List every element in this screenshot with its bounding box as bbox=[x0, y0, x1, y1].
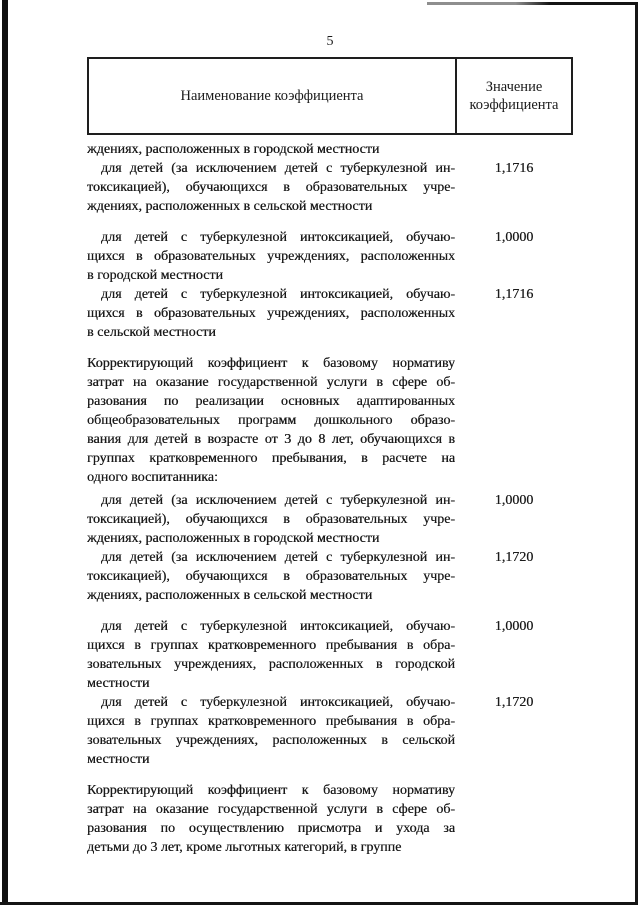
text-line: местности bbox=[87, 752, 150, 767]
coefficient-value bbox=[455, 140, 573, 159]
table-row bbox=[87, 548, 573, 605]
text-line: группах кратковременного пребывания, в расчете на bbox=[87, 451, 455, 466]
text-line: затрат на оказание государственной услуги в сфере об- bbox=[87, 802, 455, 817]
coefficient-value: 1,0000 bbox=[494, 230, 534, 245]
text-line: зовательных учреждениях, расположенных в сельской bbox=[87, 733, 455, 748]
table-row bbox=[87, 693, 573, 769]
text-line: токсикацией), обучающихся в образовательных учре- bbox=[87, 512, 455, 527]
coefficient-name-text bbox=[87, 354, 455, 487]
text-line: вания для детей в возрасте от 3 до 8 лет, обучающихся в bbox=[87, 432, 455, 447]
coefficient-name-text bbox=[87, 617, 455, 693]
table-body bbox=[87, 140, 573, 857]
paragraph-row bbox=[87, 354, 573, 487]
table-row bbox=[87, 285, 573, 342]
text-line: токсикацией), обучающихся в образовательных учре- bbox=[87, 569, 455, 584]
text-line: для детей с туберкулезной интоксикацией, обучаю- bbox=[101, 287, 455, 302]
coefficient-name-text bbox=[87, 159, 455, 216]
table-row bbox=[87, 140, 573, 159]
table-header bbox=[87, 57, 573, 135]
coefficient-value: 1,1716 bbox=[494, 161, 534, 176]
text-line: для детей с туберкулезной интоксикацией, обучаю- bbox=[101, 230, 455, 245]
coefficient-name-text bbox=[87, 693, 455, 769]
text-line: детьми до 3 лет, кроме льготных категорий, в группе bbox=[87, 840, 402, 855]
text-line: в сельской местности bbox=[87, 325, 216, 340]
column-header-coefficient-value: Значение коэффициента bbox=[469, 79, 559, 113]
coefficient-name-text bbox=[87, 781, 455, 857]
text-line: токсикацией), обучающихся в образовательных учре- bbox=[87, 180, 455, 195]
text-line: разования по реализации основных адаптированных bbox=[87, 394, 455, 409]
text-line: в городской местности bbox=[87, 268, 223, 283]
text-line: зовательных учреждениях, расположенных в городской bbox=[87, 657, 455, 672]
coefficient-value: 1,1720 bbox=[494, 550, 534, 565]
page-number: 5 bbox=[326, 34, 334, 49]
coefficient-value: 1,0000 bbox=[494, 619, 534, 634]
text-line: для детей (за исключением детей с туберкулезной ин- bbox=[101, 161, 455, 176]
coefficient-value: 1,1716 bbox=[494, 287, 534, 302]
text-line: одного воспитанника: bbox=[87, 470, 218, 485]
text-line: общеобразовательных программ дошкольного образо- bbox=[87, 413, 455, 428]
text-line: щихся в группах кратковременного пребывания в обра- bbox=[87, 714, 455, 729]
coefficient-name-text bbox=[87, 228, 455, 285]
text-line: щихся в образовательных учреждениях, расположенных bbox=[87, 249, 455, 264]
text-line: затрат на оказание государственной услуги в сфере об- bbox=[87, 375, 455, 390]
text-line: ждениях, расположенных в сельской местности bbox=[87, 588, 373, 603]
text-line: для детей (за исключением детей с туберкулезной ин- bbox=[101, 550, 455, 565]
text-line: щихся в группах кратковременного пребывания в обра- bbox=[87, 638, 455, 653]
text-line: Корректирующий коэффициент к базовому нормативу bbox=[87, 783, 455, 798]
table-row bbox=[87, 159, 573, 216]
text-line: для детей с туберкулезной интоксикацией, обучаю- bbox=[101, 619, 455, 634]
text-line: разования по осуществлению присмотра и ухода за bbox=[87, 821, 455, 836]
table-row bbox=[87, 617, 573, 693]
text-line: ждениях, расположенных в сельской местности bbox=[87, 199, 373, 214]
coefficient-name-text bbox=[87, 285, 455, 342]
coefficient-name-text bbox=[87, 491, 455, 548]
text-line: Корректирующий коэффициент к базовому нормативу bbox=[87, 356, 455, 371]
text-line: щихся в образовательных учреждениях, расположенных bbox=[87, 306, 455, 321]
column-header-coefficient-name: Наименование коэффициента bbox=[89, 59, 457, 133]
text-line: для детей с туберкулезной интоксикацией, обучаю- bbox=[101, 695, 455, 710]
text-line: ждениях, расположенных в городской местности bbox=[87, 531, 380, 546]
coefficient-name-text bbox=[87, 548, 455, 605]
scan-edge-left-bar bbox=[2, 0, 8, 903]
coefficient-name-text bbox=[87, 140, 455, 159]
table-row bbox=[87, 491, 573, 548]
table-row bbox=[87, 228, 573, 285]
text-line: местности bbox=[87, 676, 150, 691]
scan-edge-right-line bbox=[635, 4, 638, 903]
coefficient-value bbox=[455, 781, 573, 800]
text-line: для детей (за исключением детей с туберкулезной ин- bbox=[101, 493, 455, 508]
paragraph-row bbox=[87, 781, 573, 857]
coefficient-value bbox=[455, 354, 573, 373]
text-line: ждениях, расположенных в городской местности bbox=[87, 142, 380, 157]
coefficient-value: 1,0000 bbox=[494, 493, 534, 508]
scan-edge-top-line bbox=[427, 2, 638, 5]
coefficient-value: 1,1720 bbox=[494, 695, 534, 710]
